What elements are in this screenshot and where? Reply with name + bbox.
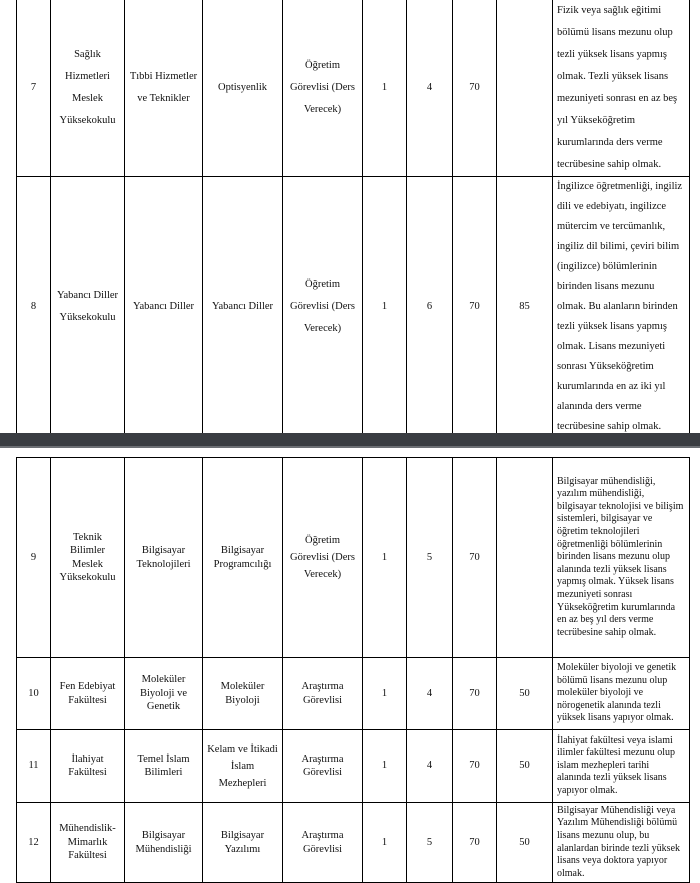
- row-number: 12: [17, 803, 51, 883]
- table-row: [17, 730, 690, 803]
- row-number: 10: [17, 658, 51, 730]
- foreign-language-cell: 70: [453, 803, 497, 883]
- count-cell: 1: [363, 0, 407, 177]
- title-cell: Öğretim Görevlisi (Ders Verecek): [283, 0, 363, 177]
- ales-cell: 4: [407, 658, 453, 730]
- table-row: [17, 458, 690, 658]
- foreign-language-cell: 70: [453, 0, 497, 177]
- extra-score-cell: [497, 0, 553, 177]
- extra-score-cell: 50: [497, 658, 553, 730]
- program-cell: Bilgisayar Yazılımı: [203, 803, 283, 883]
- page-top: [0, 0, 700, 433]
- title-cell: Öğretim Görevlisi (Ders Verecek): [283, 458, 363, 658]
- unit-cell: Mühendislik-Mimarlık Fakültesi: [51, 803, 125, 883]
- foreign-language-cell: 70: [453, 730, 497, 803]
- unit-cell: Yabancı Diller Yüksekokulu: [51, 177, 125, 438]
- extra-score-cell: 50: [497, 730, 553, 803]
- title-cell: Öğretim Görevlisi (Ders Verecek): [283, 177, 363, 438]
- title-cell: Araştırma Görevlisi: [283, 658, 363, 730]
- department-cell: Yabancı Diller: [125, 177, 203, 438]
- row-number: 8: [17, 177, 51, 438]
- requirements-cell: Bilgisayar mühendisliği, yazılım mühendisliği, bilgisayar teknolojisi ve bilişim sistemleri, bilgisayar ve öğretim teknolojileri öğretmenliği bölümlerinin birinden lisans mezunu olup alanında tezli yüksek lisans yapmış olmak. Yüksek lisans mezuniyeti sonrası Yükseköğretim kurumlarında en az beş yıl ders verme tecrübesine sahip olmak.: [553, 458, 690, 658]
- program-cell: Optisyenlik: [203, 0, 283, 177]
- requirements-cell: Fizik veya sağlık eğitimi bölümü lisans mezunu olup tezli yüksek lisans yapmış olmak. Tezli yüksek lisans mezuniyeti sonrası en az beş yıl Yükseköğretim kurumlarında ders verme tecrübesine sahip olmak.: [553, 0, 690, 177]
- requirements-cell: İngilizce öğretmenliği, ingiliz dili ve edebiyatı, ingilizce mütercim ve tercümanlık, ingiliz dil bilimi, çeviri bilim (ingilizce) bölümlerinin birinden lisans mezunu olmak. Bu alanların birinden tezli yüksek lisans yapmış olmak. Lisans mezuniyeti sonrası Yükseköğretim kurumlarında en az iki yıl alanında ders verme tecrübesine sahip olmak.: [553, 177, 690, 438]
- count-cell: 1: [363, 730, 407, 803]
- positions-table-top: [16, 0, 690, 438]
- ales-cell: 5: [407, 803, 453, 883]
- unit-cell: Teknik Bilimler Meslek Yüksekokulu: [51, 458, 125, 658]
- extra-score-cell: [497, 458, 553, 658]
- row-number: 11: [17, 730, 51, 803]
- page-separator: [0, 433, 700, 448]
- foreign-language-cell: 70: [453, 458, 497, 658]
- program-cell: Bilgisayar Programcılığı: [203, 458, 283, 658]
- extra-score-cell: 50: [497, 803, 553, 883]
- department-cell: Temel İslam Bilimleri: [125, 730, 203, 803]
- ales-cell: 6: [407, 177, 453, 438]
- row-number: 9: [17, 458, 51, 658]
- department-cell: Tıbbi Hizmetler ve Teknikler: [125, 0, 203, 177]
- department-cell: Moleküler Biyoloji ve Genetik: [125, 658, 203, 730]
- table-row: [17, 658, 690, 730]
- program-cell: Yabancı Diller: [203, 177, 283, 438]
- requirements-cell: İlahiyat fakültesi veya islami ilimler fakültesi mezunu olup islam mezhepleri tarihi alanında tezli yüksek lisans yapıyor olmak.: [553, 730, 690, 803]
- title-cell: Araştırma Görevlisi: [283, 730, 363, 803]
- count-cell: 1: [363, 803, 407, 883]
- positions-table-bottom: [16, 457, 690, 883]
- table-row: [17, 177, 690, 438]
- department-cell: Bilgisayar Mühendisliği: [125, 803, 203, 883]
- table-row: [17, 0, 690, 177]
- requirements-cell: Bilgisayar Mühendisliği veya Yazılım Mühendisliği bölümü lisans mezunu olup, bu alanlardan birinde tezli yüksek lisans veya doktora yapıyor olmak.: [553, 803, 690, 883]
- extra-score-cell: 85: [497, 177, 553, 438]
- foreign-language-cell: 70: [453, 658, 497, 730]
- title-cell: Araştırma Görevlisi: [283, 803, 363, 883]
- program-cell: Moleküler Biyoloji: [203, 658, 283, 730]
- count-cell: 1: [363, 658, 407, 730]
- requirements-cell: Moleküler biyoloji ve genetik bölümü lisans mezunu olup moleküler biyoloji ve nörogenetik alanında tezli yüksek lisans yapıyor olmak.: [553, 658, 690, 730]
- row-number: 7: [17, 0, 51, 177]
- department-cell: Bilgisayar Teknolojileri: [125, 458, 203, 658]
- foreign-language-cell: 70: [453, 177, 497, 438]
- table-row: [17, 803, 690, 883]
- ales-cell: 5: [407, 458, 453, 658]
- page-bottom: [0, 448, 700, 881]
- ales-cell: 4: [407, 0, 453, 177]
- count-cell: 1: [363, 458, 407, 658]
- program-cell: Kelam ve İtikadi İslam Mezhepleri: [203, 730, 283, 803]
- unit-cell: Fen Edebiyat Fakültesi: [51, 658, 125, 730]
- unit-cell: Sağlık Hizmetleri Meslek Yüksekokulu: [51, 0, 125, 177]
- unit-cell: İlahiyat Fakültesi: [51, 730, 125, 803]
- count-cell: 1: [363, 177, 407, 438]
- ales-cell: 4: [407, 730, 453, 803]
